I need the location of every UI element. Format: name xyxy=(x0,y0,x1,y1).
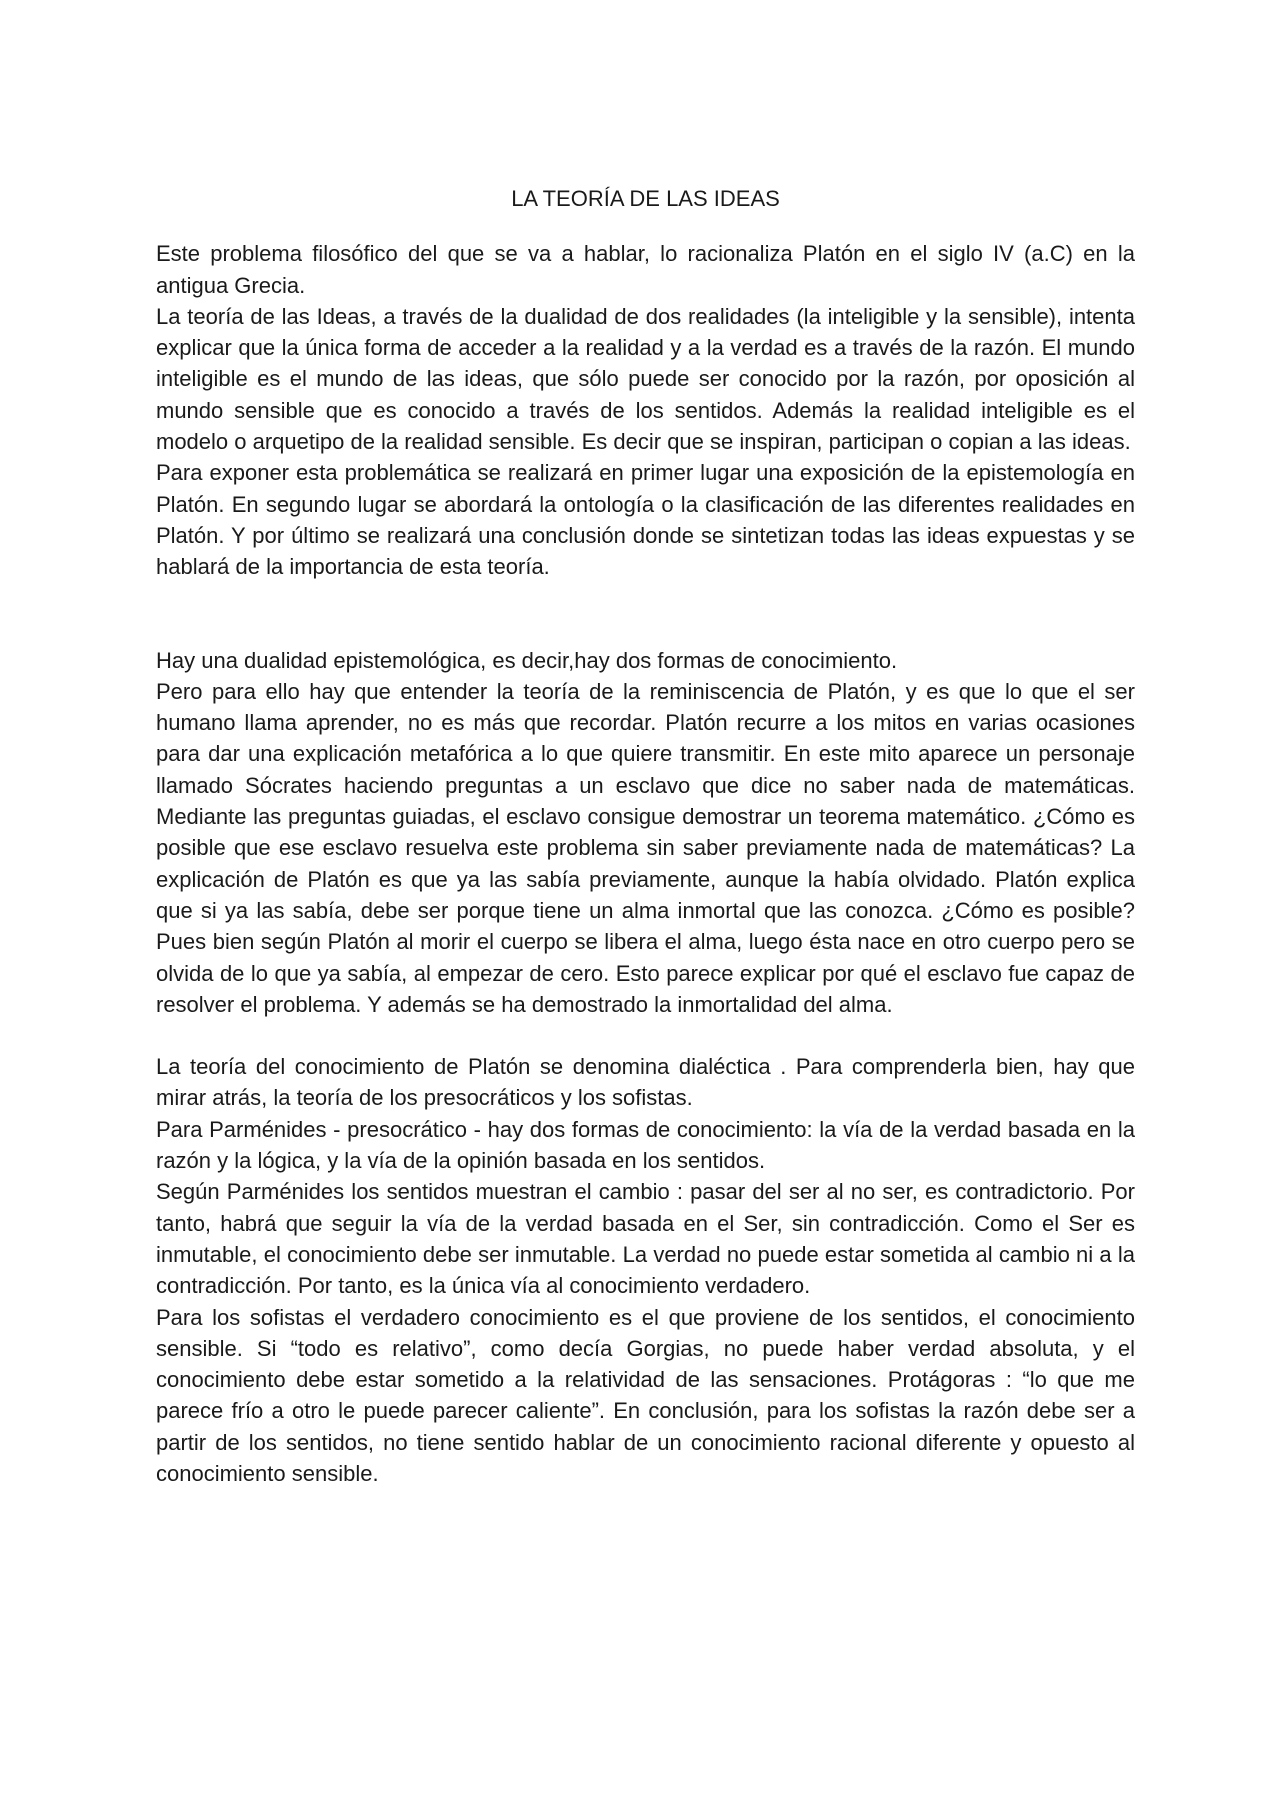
section-spacer xyxy=(156,1020,1135,1051)
paragraph-epistemological-duality: Hay una dualidad epistemológica, es decir,hay dos formas de conocimiento. xyxy=(156,647,898,673)
paragraph-structure: Para exponer esta problemática se realizará en primer lugar una exposición de la epistemología en Platón. En segundo lugar se abordará la ontología o la clasificación de las diferentes realidades en Platón. Y por último se realizará una conclusión donde se sintetizan todas las ideas expuestas y se hablará de la importancia de esta teoría. xyxy=(156,460,1135,580)
paragraph-reminiscence: Pero para ello hay que entender la teoría de la reminiscencia de Platón, y es que lo que el ser humano llama aprender, no es más que recordar. Platón recurre a los mitos en varias ocasiones para dar una explicación metafórica a lo que quiere transmitir. En este mito aparece un personaje llamado Sócrates haciendo preguntas a un esclavo que dice no saber nada de matemáticas. Mediante las preguntas guiadas, el esclavo consigue demostrar un teorema matemático. ¿Cómo es posible que ese esclavo resuelva este problema sin saber previamente nada de matemáticas? La explicación de Platón es que ya las sabía previamente, aunque la había olvidado. Platón explica que si ya las sabía, debe ser porque tiene un alma inmortal que las conozca. ¿Cómo es posible? Pues bien según Platón al morir el cuerpo se libera el alma, luego ésta nace en otro cuerpo pero se olvida de lo que ya sabía, al empezar de cero. Esto parece explicar por qué el esclavo fue capaz de resolver el problema. Y además se ha demostrado la inmortalidad del alma. xyxy=(156,678,1135,1017)
paragraph-parmenides: Para Parménides - presocrático - hay dos formas de conocimiento: la vía de la verdad basada en la razón y la lógica, y la vía de la opinión basada en los sentidos. xyxy=(156,1116,1135,1174)
document-page xyxy=(156,183,1135,1489)
document-title: LA TEORÍA DE LAS IDEAS xyxy=(511,186,780,211)
paragraph-intro: Este problema filosófico del que se va a hablar, lo racionaliza Platón en el siglo IV (a.C) en la antigua Grecia. xyxy=(156,241,1135,298)
paragraph-parmenides-senses: Según Parménides los sentidos muestran el cambio : pasar del ser al no ser, es contradictorio. Por tanto, habrá que seguir la vía de la verdad basada en el Ser, sin contradicción. Como el Ser es inmutable, el conocimiento debe ser inmutable. La verdad no puede estar sometida al cambio ni a la contradicción. Por tanto, es la única vía al conocimiento verdadero. xyxy=(156,1179,1135,1299)
paragraph-dialectic: La teoría del conocimiento de Platón se denomina dialéctica . Para comprenderla bien, hay que mirar atrás, la teoría de los presocráticos y los sofistas. xyxy=(156,1054,1135,1111)
paragraph-theory-of-ideas: La teoría de las Ideas, a través de la dualidad de dos realidades (la inteligible y la sensible), intenta explicar que la única forma de acceder a la realidad y a la verdad es a través de la razón. El mundo inteligible es el mundo de las ideas, que sólo puede ser conocido por la razón, por oposición al mundo sensible que es conocido a través de los sentidos. Además la realidad inteligible es el modelo o arquetipo de la realidad sensible. Es decir que se inspiran, participan o copian a las ideas. xyxy=(156,303,1135,455)
paragraph-sophists: Para los sofistas el verdadero conocimiento es el que proviene de los sentidos, el conocimiento sensible. Si “todo es relativo”, como decía Gorgias, no puede haber verdad absoluta, y el conocimiento debe estar sometido a la relatividad de las sensaciones. Protágoras : “lo que me parece frío a otro le puede parecer caliente”. En conclusión, para los sofistas la razón debe ser a partir de los sentidos, no tiene sentido hablar de un conocimiento racional diferente y opuesto al conocimiento sensible. xyxy=(156,1304,1135,1486)
section-spacer xyxy=(156,583,1135,645)
